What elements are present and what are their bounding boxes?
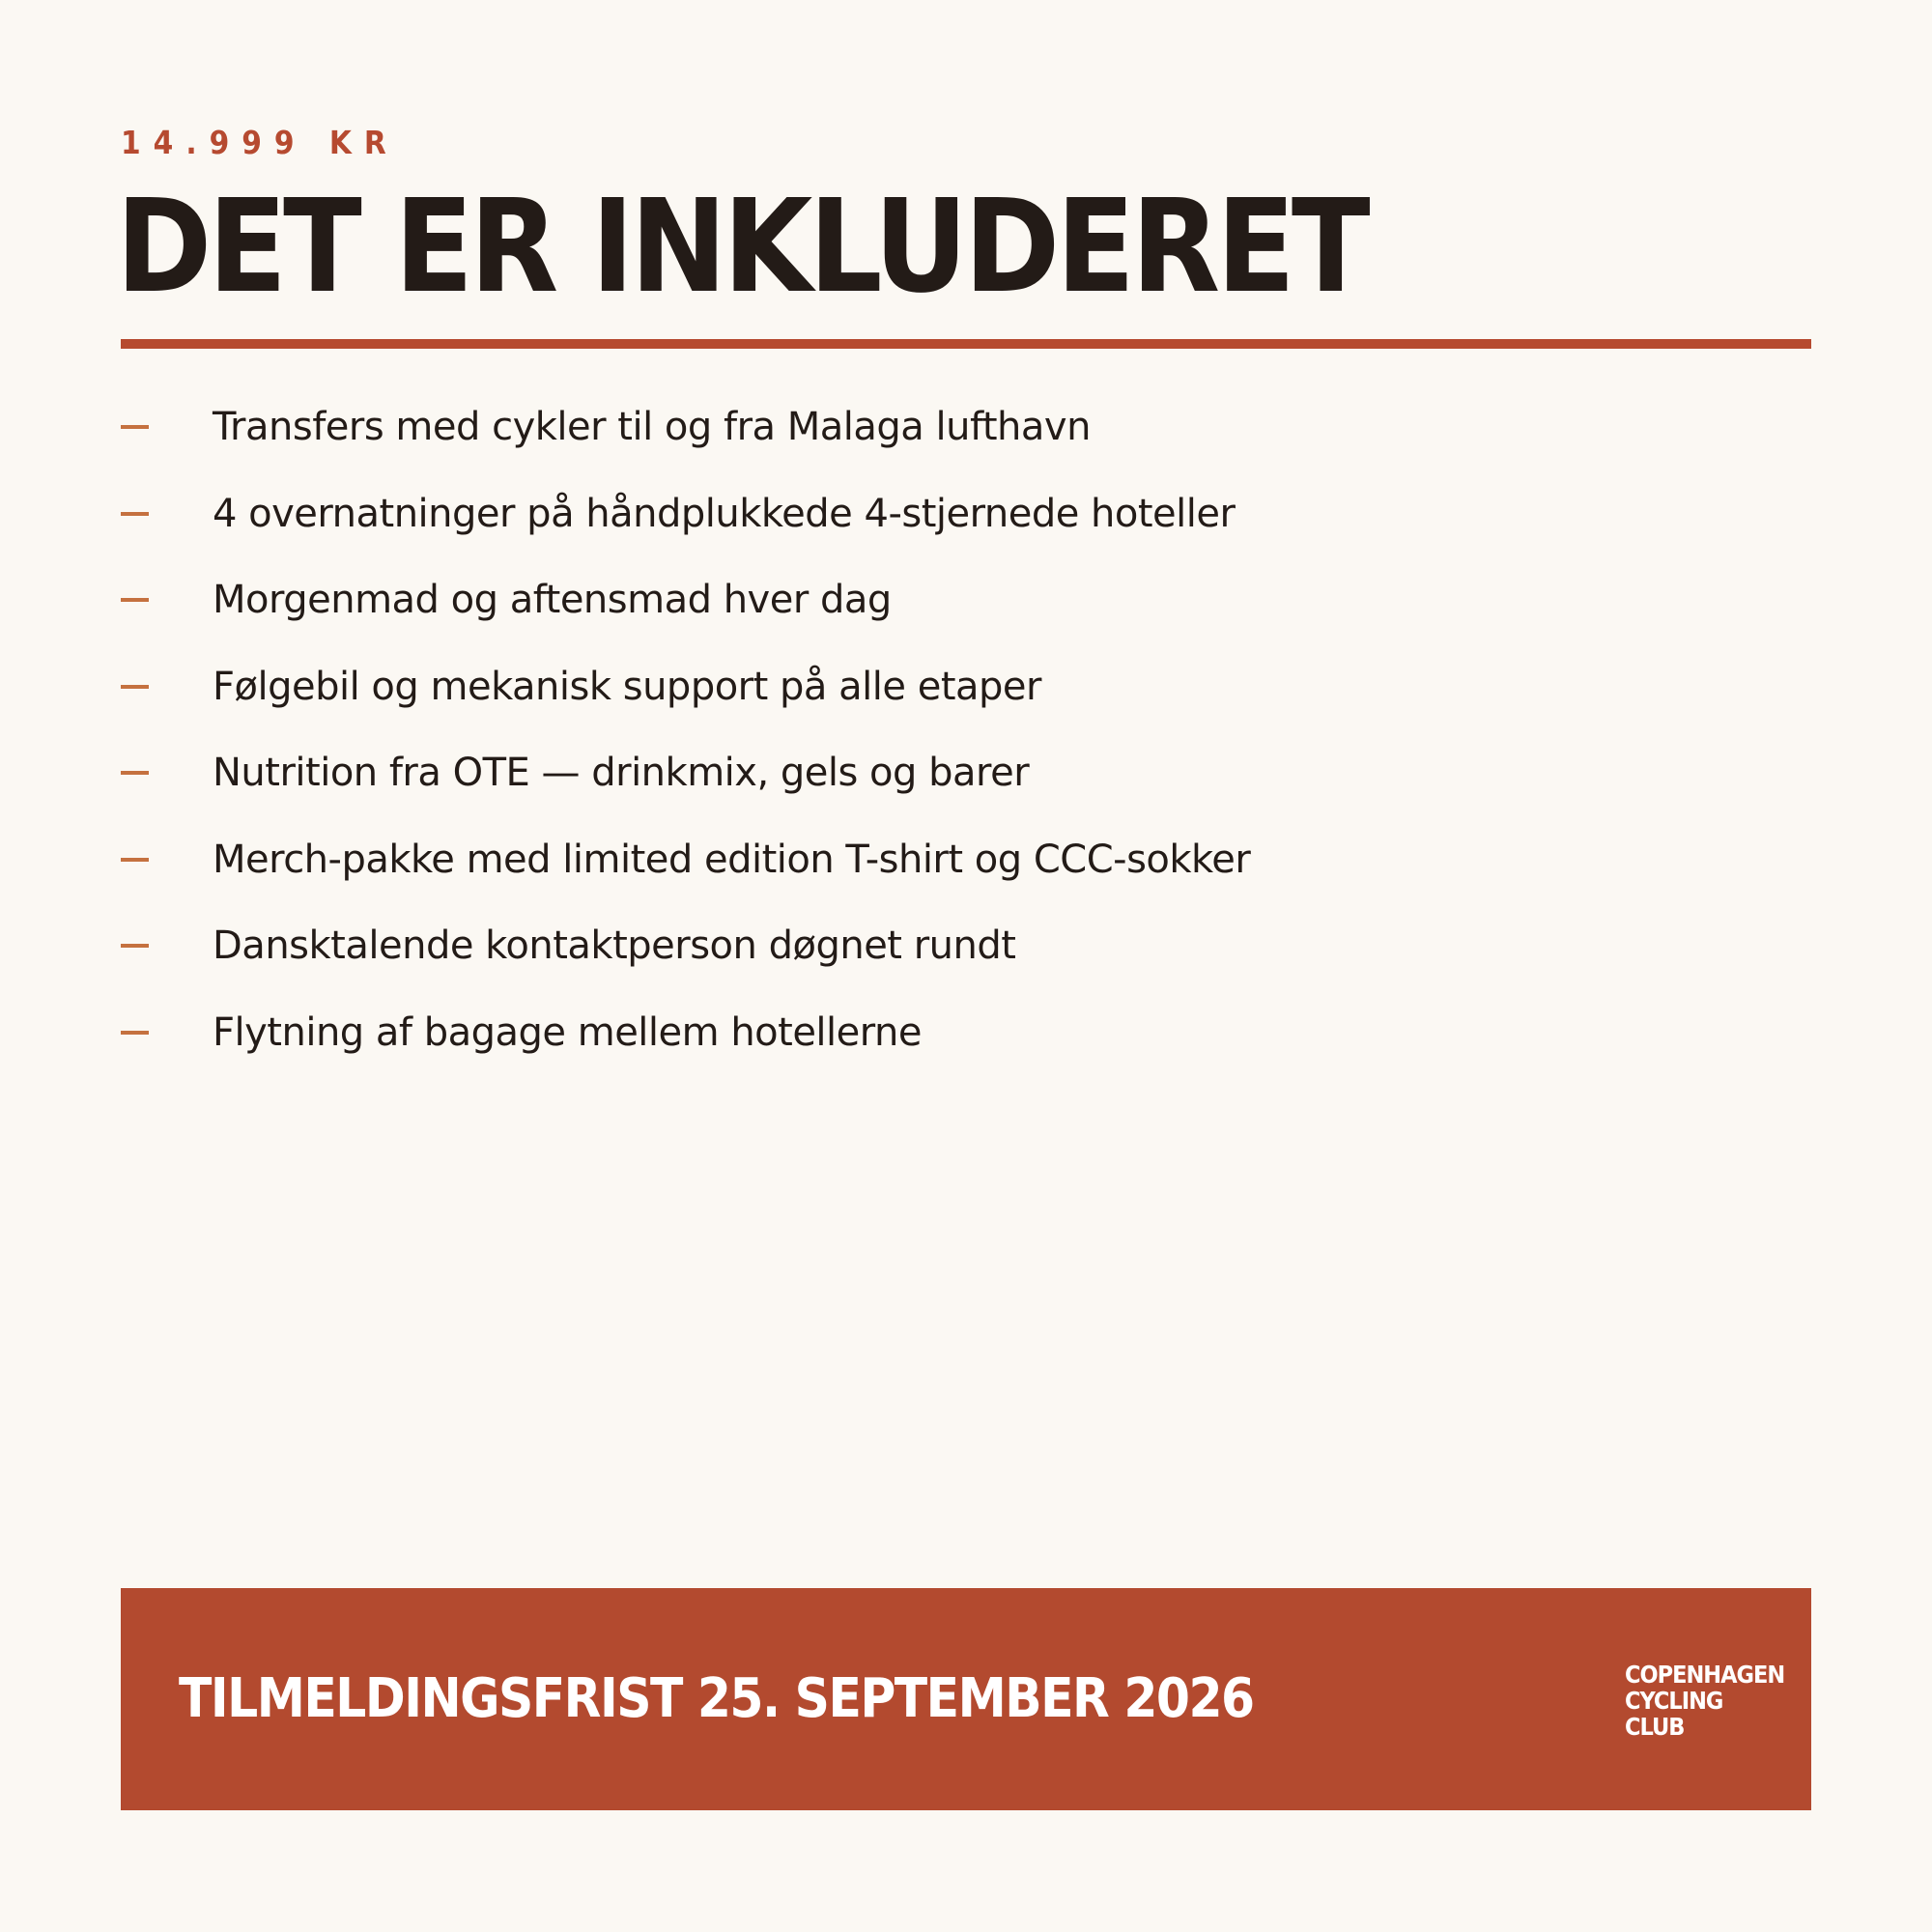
list-item [121,392,1763,479]
list-item-text: Morgenmad og aftensmad hver dag [213,578,892,622]
dash-bullet [121,771,149,775]
list-item [121,479,1763,566]
dash-bullet [121,425,149,429]
dash-bullet [121,858,149,862]
dash-bullet [121,944,149,948]
logo-line: COPENHAGEN [1625,1661,1785,1689]
logo-line: CYCLING [1625,1687,1723,1715]
list-item-text: Følgebil og mekanisk support på alle etaper [213,664,1041,709]
list-item-text: Dansktalende kontaktperson døgnet rundt [213,923,1016,968]
price-label: 14.999 KR [121,124,399,161]
list-item-text: 4 overnatninger på håndplukkede 4-stjernede hoteller [213,491,1236,536]
list-item [121,998,1763,1085]
list-item [121,738,1763,825]
list-item-text: Transfers med cykler til og fra Malaga lufthavn [213,405,1091,449]
list-item [121,911,1763,998]
list-item-text: Merch-pakke med limited edition T-shirt og CCC-sokker [213,837,1251,882]
list-item [121,825,1763,912]
dash-bullet [121,598,149,602]
list-item-text: Nutrition fra OTE — drinkmix, gels og barer [213,751,1030,795]
dash-bullet [121,512,149,516]
list-item [121,565,1763,652]
club-logo [1625,1662,1784,1740]
list-item-text: Flytning af bagage mellem hotellerne [213,1009,922,1055]
dash-bullet [121,685,149,689]
included-list [121,392,1763,1084]
logo-line: CLUB [1625,1713,1685,1741]
deadline-text: TILMELDINGSFRIST 25. SEPTEMBER 2026 [179,1667,1254,1730]
list-item [121,652,1763,739]
dash-bullet [121,1031,149,1035]
footer-banner [121,1588,1811,1810]
page-title: DET ER INKLUDERET [116,173,1367,322]
title-divider [121,339,1811,349]
